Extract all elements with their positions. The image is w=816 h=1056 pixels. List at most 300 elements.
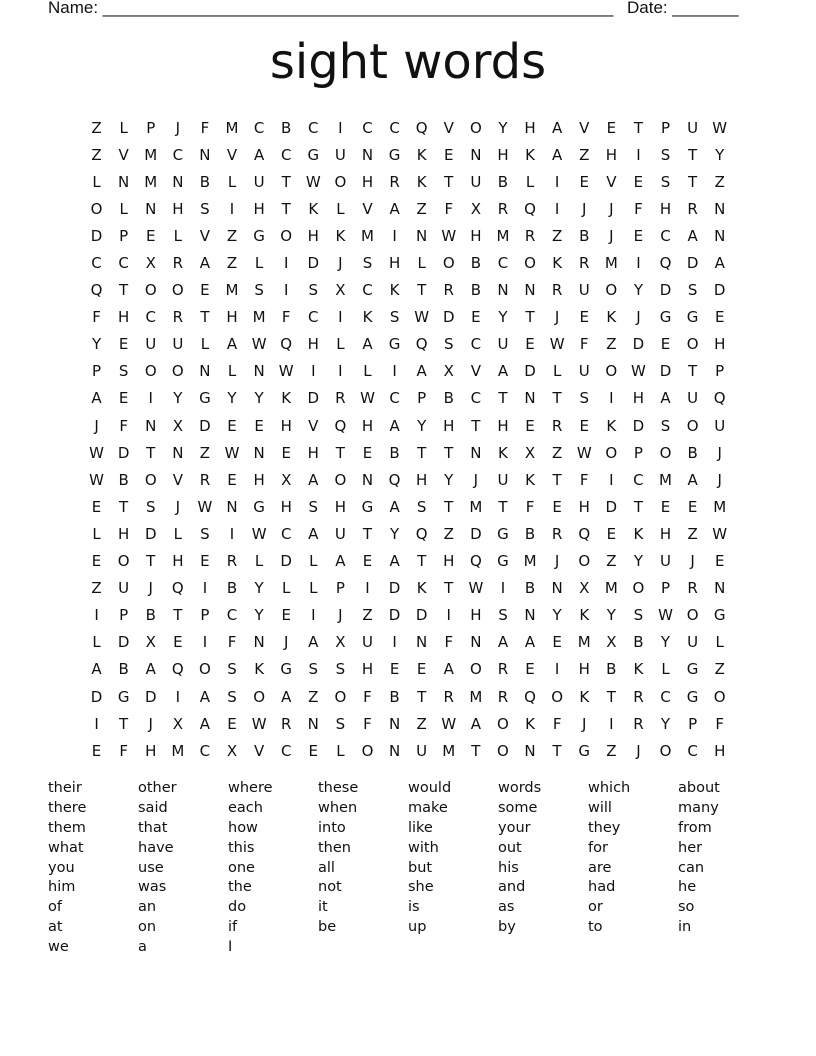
grid-letter[interactable]: E xyxy=(362,443,373,462)
grid-letter[interactable]: Q xyxy=(171,660,184,679)
grid-letter[interactable]: L xyxy=(309,579,318,598)
grid-letter[interactable]: M xyxy=(496,226,510,245)
grid-letter[interactable]: B xyxy=(633,633,644,652)
grid-letter[interactable]: N xyxy=(118,172,130,191)
grid-letter[interactable]: Y xyxy=(498,308,508,327)
grid-letter[interactable]: N xyxy=(226,497,238,516)
grid-letter[interactable]: L xyxy=(119,118,128,137)
grid-letter[interactable]: A xyxy=(199,254,211,273)
grid-letter[interactable]: R xyxy=(551,416,563,435)
grid-letter[interactable]: D xyxy=(307,254,320,273)
grid-letter[interactable]: X xyxy=(172,714,183,733)
grid-letter[interactable]: L xyxy=(336,741,345,760)
grid-letter[interactable]: I xyxy=(283,254,289,273)
grid-letter[interactable]: D xyxy=(632,335,645,354)
grid-letter[interactable]: H xyxy=(578,497,590,516)
grid-letter[interactable]: Y xyxy=(227,389,237,408)
grid-letter[interactable]: E xyxy=(173,633,183,652)
grid-letter[interactable]: E xyxy=(579,308,589,327)
grid-letter[interactable]: S xyxy=(498,606,508,625)
grid-letter[interactable]: A xyxy=(226,335,238,354)
grid-letter[interactable]: E xyxy=(525,660,535,679)
grid-letter[interactable]: H xyxy=(443,416,455,435)
grid-letter[interactable]: T xyxy=(335,443,345,462)
grid-letter[interactable]: K xyxy=(335,226,346,245)
grid-letter[interactable]: F xyxy=(579,335,589,354)
grid-letter[interactable]: B xyxy=(145,606,156,625)
grid-letter[interactable]: H xyxy=(334,497,347,516)
grid-letter[interactable]: E xyxy=(227,416,237,435)
grid-letter[interactable]: L xyxy=(552,362,562,381)
grid-letter[interactable]: S xyxy=(200,524,210,543)
grid-letter[interactable]: K xyxy=(606,308,617,327)
grid-letter[interactable]: I xyxy=(609,470,614,489)
grid-letter[interactable]: N xyxy=(714,579,726,598)
grid-letter[interactable]: S xyxy=(389,308,400,327)
grid-letter[interactable]: I xyxy=(554,199,560,218)
grid-letter[interactable]: S xyxy=(118,362,129,381)
grid-letter[interactable]: R xyxy=(199,470,211,489)
grid-letter[interactable]: A xyxy=(497,633,509,652)
grid-letter[interactable]: I xyxy=(392,633,397,652)
grid-letter[interactable]: J xyxy=(338,606,343,625)
grid-letter[interactable]: N xyxy=(416,226,428,245)
grid-letter[interactable]: S xyxy=(145,497,156,516)
grid-letter[interactable]: A xyxy=(552,145,563,164)
grid-letter[interactable]: H xyxy=(172,552,184,571)
grid-letter[interactable]: M xyxy=(604,579,618,598)
grid-letter[interactable]: O xyxy=(334,172,347,191)
grid-letter[interactable]: C xyxy=(389,389,400,408)
grid-letter[interactable]: R xyxy=(633,687,644,706)
grid-letter[interactable]: A xyxy=(91,660,102,679)
grid-letter[interactable]: J xyxy=(717,443,722,462)
grid-letter[interactable]: W xyxy=(549,335,565,354)
grid-letter[interactable]: E xyxy=(227,714,237,733)
grid-letter[interactable]: A xyxy=(687,470,698,489)
grid-letter[interactable]: W xyxy=(89,443,104,462)
grid-letter[interactable]: P xyxy=(660,118,671,137)
grid-letter[interactable]: F xyxy=(579,470,589,489)
grid-letter[interactable]: E xyxy=(687,497,698,516)
grid-letter[interactable]: E xyxy=(525,335,535,354)
grid-letter[interactable]: D xyxy=(659,281,672,300)
grid-letter[interactable]: A xyxy=(308,524,319,543)
grid-letter[interactable]: B xyxy=(226,579,238,598)
grid-letter[interactable]: O xyxy=(497,741,509,760)
grid-letter[interactable]: X xyxy=(145,633,156,652)
grid-letter[interactable]: O xyxy=(90,199,103,218)
grid-letter[interactable]: D xyxy=(632,416,645,435)
grid-letter[interactable]: Z xyxy=(362,606,373,625)
grid-letter[interactable]: F xyxy=(200,118,210,137)
grid-letter[interactable]: Y xyxy=(417,416,427,435)
grid-letter[interactable]: F xyxy=(715,714,725,733)
grid-letter[interactable]: R xyxy=(172,308,184,327)
grid-letter[interactable]: A xyxy=(389,552,400,571)
grid-letter[interactable]: L xyxy=(227,362,237,381)
grid-letter[interactable]: H xyxy=(524,118,536,137)
grid-letter[interactable]: L xyxy=(363,362,372,381)
grid-letter[interactable]: Q xyxy=(415,524,428,543)
grid-letter[interactable]: Y xyxy=(254,389,264,408)
grid-letter[interactable]: D xyxy=(659,362,672,381)
grid-letter[interactable]: T xyxy=(552,741,562,760)
grid-letter[interactable]: G xyxy=(280,660,293,679)
grid-letter[interactable]: L xyxy=(92,633,101,652)
grid-letter[interactable]: V xyxy=(199,226,211,245)
grid-letter[interactable]: N xyxy=(470,145,482,164)
grid-letter[interactable]: B xyxy=(470,281,481,300)
grid-letter[interactable]: L xyxy=(173,524,182,543)
grid-letter[interactable]: O xyxy=(578,552,591,571)
grid-letter[interactable]: L xyxy=(92,524,101,543)
grid-letter[interactable]: X xyxy=(172,416,183,435)
grid-letter[interactable]: Q xyxy=(280,335,293,354)
grid-letter[interactable]: M xyxy=(144,172,158,191)
grid-letter[interactable]: K xyxy=(579,687,590,706)
grid-letter[interactable]: H xyxy=(361,660,374,679)
grid-letter[interactable]: I xyxy=(554,172,560,191)
grid-letter[interactable]: E xyxy=(281,443,291,462)
grid-letter[interactable]: E xyxy=(714,308,725,327)
grid-letter[interactable]: P xyxy=(633,443,643,462)
grid-letter[interactable]: W xyxy=(305,172,321,191)
grid-letter[interactable]: S xyxy=(660,145,671,164)
grid-letter[interactable]: R xyxy=(280,714,292,733)
grid-letter[interactable]: P xyxy=(688,714,698,733)
grid-letter[interactable]: T xyxy=(498,389,508,408)
grid-letter[interactable]: K xyxy=(525,145,535,164)
grid-letter[interactable]: T xyxy=(688,172,698,191)
grid-letter[interactable]: K xyxy=(416,172,427,191)
grid-letter[interactable]: I xyxy=(283,281,289,300)
grid-letter[interactable]: X xyxy=(335,633,346,652)
grid-letter[interactable]: D xyxy=(605,497,618,516)
grid-letter[interactable]: V xyxy=(579,118,590,137)
grid-letter[interactable]: M xyxy=(225,118,239,137)
grid-letter[interactable]: I xyxy=(338,362,343,381)
grid-letter[interactable]: Q xyxy=(713,389,726,408)
grid-letter[interactable]: C xyxy=(687,741,698,760)
grid-letter[interactable]: T xyxy=(444,579,454,598)
grid-letter[interactable]: Y xyxy=(498,118,508,137)
grid-letter[interactable]: C xyxy=(91,254,102,273)
grid-letter[interactable]: N xyxy=(199,362,211,381)
grid-letter[interactable]: O xyxy=(686,416,699,435)
grid-letter[interactable]: M xyxy=(171,741,185,760)
grid-letter[interactable]: L xyxy=(200,335,210,354)
grid-letter[interactable]: J xyxy=(283,633,289,652)
grid-letter[interactable]: R xyxy=(443,687,454,706)
grid-letter[interactable]: G xyxy=(388,335,401,354)
grid-letter[interactable]: B xyxy=(118,660,129,679)
grid-letter[interactable]: O xyxy=(171,362,184,381)
grid-letter[interactable]: E xyxy=(660,497,671,516)
grid-letter[interactable]: I xyxy=(202,579,208,598)
grid-letter[interactable]: C xyxy=(362,281,373,300)
grid-letter[interactable]: B xyxy=(199,172,211,191)
grid-letter[interactable]: R xyxy=(497,687,509,706)
grid-letter[interactable]: T xyxy=(444,497,454,516)
grid-letter[interactable]: F xyxy=(119,416,128,435)
grid-letter[interactable]: G xyxy=(199,389,211,408)
grid-letter[interactable]: Z xyxy=(199,443,211,462)
grid-letter[interactable]: O xyxy=(632,579,645,598)
grid-letter[interactable]: E xyxy=(200,281,210,300)
grid-letter[interactable]: X xyxy=(145,254,156,273)
grid-letter[interactable]: O xyxy=(497,714,509,733)
grid-letter[interactable]: M xyxy=(225,281,239,300)
grid-letter[interactable]: E xyxy=(227,470,237,489)
grid-letter[interactable]: Q xyxy=(659,254,672,273)
grid-letter[interactable]: N xyxy=(388,714,401,733)
grid-letter[interactable]: S xyxy=(254,281,264,300)
grid-letter[interactable]: D xyxy=(470,524,482,543)
grid-letter[interactable]: S xyxy=(227,660,237,679)
grid-letter[interactable]: J xyxy=(582,714,587,733)
grid-letter[interactable]: P xyxy=(119,226,129,245)
grid-letter[interactable]: O xyxy=(199,660,211,679)
grid-letter[interactable]: T xyxy=(688,362,698,381)
grid-letter[interactable]: D xyxy=(90,226,103,245)
grid-letter[interactable]: Z xyxy=(416,714,427,733)
grid-letter[interactable]: S xyxy=(308,497,319,516)
grid-letter[interactable]: C xyxy=(280,145,292,164)
grid-letter[interactable]: B xyxy=(497,172,509,191)
grid-letter[interactable]: U xyxy=(687,633,699,652)
grid-letter[interactable]: Z xyxy=(579,145,590,164)
grid-letter[interactable]: E xyxy=(606,524,617,543)
grid-letter[interactable]: O xyxy=(171,281,184,300)
grid-letter[interactable]: I xyxy=(338,118,343,137)
grid-letter[interactable]: S xyxy=(579,389,589,408)
grid-letter[interactable]: A xyxy=(497,362,509,381)
grid-letter[interactable]: W xyxy=(712,524,728,543)
grid-letter[interactable]: I xyxy=(94,606,99,625)
grid-letter[interactable]: J xyxy=(175,497,181,516)
grid-letter[interactable]: T xyxy=(633,118,643,137)
grid-letter[interactable]: J xyxy=(717,470,722,489)
grid-letter[interactable]: R xyxy=(497,660,509,679)
grid-letter[interactable]: S xyxy=(335,660,346,679)
grid-letter[interactable]: M xyxy=(713,497,727,516)
grid-letter[interactable]: C xyxy=(226,606,238,625)
grid-letter[interactable]: N xyxy=(145,416,157,435)
grid-letter[interactable]: B xyxy=(524,579,536,598)
grid-letter[interactable]: D xyxy=(117,633,130,652)
grid-letter[interactable]: A xyxy=(416,362,427,381)
grid-letter[interactable]: G xyxy=(497,524,509,543)
grid-letter[interactable]: N xyxy=(524,741,536,760)
grid-letter[interactable]: N xyxy=(524,606,536,625)
grid-letter[interactable]: T xyxy=(444,172,454,191)
grid-letter[interactable]: T xyxy=(471,416,481,435)
grid-letter[interactable]: W xyxy=(224,443,240,462)
grid-letter[interactable]: J xyxy=(473,470,479,489)
grid-letter[interactable]: H xyxy=(118,524,130,543)
grid-letter[interactable]: K xyxy=(308,199,319,218)
grid-letter[interactable]: H xyxy=(361,416,374,435)
grid-letter[interactable]: L xyxy=(173,226,182,245)
grid-letter[interactable]: T xyxy=(633,497,643,516)
grid-letter[interactable]: T xyxy=(498,497,508,516)
grid-letter[interactable]: R xyxy=(687,199,698,218)
grid-letter[interactable]: T xyxy=(471,741,481,760)
grid-letter[interactable]: O xyxy=(117,552,130,571)
grid-letter[interactable]: H xyxy=(307,226,319,245)
grid-letter[interactable]: K xyxy=(416,145,427,164)
grid-letter[interactable]: W xyxy=(251,524,267,543)
grid-letter[interactable]: I xyxy=(554,660,560,679)
grid-letter[interactable]: O xyxy=(713,687,726,706)
grid-letter[interactable]: U xyxy=(497,335,509,354)
grid-letter[interactable]: L xyxy=(92,172,101,191)
grid-letter[interactable]: D xyxy=(144,687,157,706)
grid-letter[interactable]: H xyxy=(388,254,401,273)
grid-letter[interactable]: A xyxy=(660,389,671,408)
grid-letter[interactable]: J xyxy=(636,741,641,760)
grid-letter[interactable]: M xyxy=(469,687,483,706)
grid-letter[interactable]: O xyxy=(334,687,347,706)
grid-letter[interactable]: M xyxy=(659,470,672,489)
grid-letter[interactable]: E xyxy=(200,552,210,571)
grid-letter[interactable]: A xyxy=(281,687,292,706)
grid-letter[interactable]: I xyxy=(392,226,397,245)
grid-letter[interactable]: I xyxy=(609,389,614,408)
grid-letter[interactable]: U xyxy=(416,741,428,760)
grid-letter[interactable]: L xyxy=(336,335,345,354)
grid-letter[interactable]: U xyxy=(470,172,482,191)
grid-letter[interactable]: H xyxy=(307,443,319,462)
grid-letter[interactable]: T xyxy=(417,281,427,300)
grid-letter[interactable]: Z xyxy=(552,443,563,462)
grid-letter[interactable]: R xyxy=(633,714,644,733)
grid-letter[interactable]: P xyxy=(119,606,129,625)
grid-letter[interactable]: D xyxy=(199,416,211,435)
grid-letter[interactable]: D xyxy=(90,687,103,706)
grid-letter[interactable]: O xyxy=(551,687,564,706)
grid-letter[interactable]: N xyxy=(199,145,211,164)
grid-letter[interactable]: H xyxy=(226,308,238,327)
grid-letter[interactable]: H xyxy=(497,416,509,435)
grid-letter[interactable]: R xyxy=(172,254,184,273)
grid-letter[interactable]: O xyxy=(442,254,455,273)
grid-letter[interactable]: L xyxy=(119,199,128,218)
grid-letter[interactable]: Z xyxy=(91,118,102,137)
grid-letter[interactable]: F xyxy=(634,199,643,218)
grid-letter[interactable]: V xyxy=(253,741,265,760)
grid-letter[interactable]: C xyxy=(470,389,482,408)
grid-letter[interactable]: E xyxy=(416,660,427,679)
grid-letter[interactable]: E xyxy=(118,335,129,354)
grid-letter[interactable]: W xyxy=(414,308,430,327)
grid-letter[interactable]: W xyxy=(89,470,104,489)
grid-letter[interactable]: O xyxy=(144,470,157,489)
grid-letter[interactable]: O xyxy=(253,687,266,706)
grid-letter[interactable]: U xyxy=(118,579,130,598)
grid-letter[interactable]: X xyxy=(443,362,454,381)
grid-letter[interactable]: T xyxy=(281,172,291,191)
grid-letter[interactable]: E xyxy=(308,741,319,760)
grid-letter[interactable]: V xyxy=(308,416,319,435)
grid-letter[interactable]: M xyxy=(577,633,591,652)
grid-letter[interactable]: C xyxy=(172,145,184,164)
grid-letter[interactable]: H xyxy=(659,524,672,543)
grid-letter[interactable]: T xyxy=(146,552,156,571)
grid-letter[interactable]: H xyxy=(470,226,482,245)
grid-letter[interactable]: T xyxy=(417,443,427,462)
grid-letter[interactable]: C xyxy=(660,226,671,245)
grid-letter[interactable]: Q xyxy=(415,335,428,354)
grid-letter[interactable]: Q xyxy=(171,579,184,598)
grid-letter[interactable]: B xyxy=(389,687,400,706)
grid-letter[interactable]: Y xyxy=(606,606,616,625)
grid-letter[interactable]: E xyxy=(714,552,725,571)
grid-letter[interactable]: Y xyxy=(254,606,264,625)
grid-letter[interactable]: C xyxy=(660,687,671,706)
grid-letter[interactable]: A xyxy=(199,687,211,706)
grid-letter[interactable]: I xyxy=(311,362,316,381)
grid-letter[interactable]: Z xyxy=(91,579,102,598)
grid-letter[interactable]: K xyxy=(579,606,590,625)
grid-letter[interactable]: B xyxy=(281,118,292,137)
grid-letter[interactable]: J xyxy=(554,552,560,571)
grid-letter[interactable]: F xyxy=(444,633,454,652)
grid-letter[interactable]: F xyxy=(281,308,291,327)
grid-letter[interactable]: Q xyxy=(90,281,103,300)
grid-letter[interactable]: Z xyxy=(552,226,563,245)
grid-letter[interactable]: X xyxy=(226,741,238,760)
grid-letter[interactable]: T xyxy=(444,443,454,462)
grid-letter[interactable]: Y xyxy=(91,335,102,354)
grid-letter[interactable]: U xyxy=(687,389,699,408)
grid-letter[interactable]: S xyxy=(308,660,319,679)
grid-letter[interactable]: V xyxy=(443,118,454,137)
grid-letter[interactable]: G xyxy=(361,497,374,516)
grid-letter[interactable]: H xyxy=(632,389,645,408)
grid-letter[interactable]: Z xyxy=(714,172,725,191)
grid-letter[interactable]: B xyxy=(470,254,481,273)
grid-letter[interactable]: R xyxy=(443,281,454,300)
grid-letter[interactable]: I xyxy=(94,714,99,733)
grid-letter[interactable]: H xyxy=(253,199,265,218)
grid-letter[interactable]: R xyxy=(335,389,346,408)
grid-letter[interactable]: K xyxy=(525,714,535,733)
grid-letter[interactable]: S xyxy=(660,172,671,191)
grid-letter[interactable]: A xyxy=(335,552,346,571)
grid-letter[interactable]: F xyxy=(525,497,535,516)
grid-letter[interactable]: M xyxy=(144,145,158,164)
grid-letter[interactable]: U xyxy=(145,335,157,354)
grid-letter[interactable]: J xyxy=(609,199,614,218)
grid-letter[interactable]: W xyxy=(251,335,267,354)
grid-letter[interactable]: A xyxy=(362,335,373,354)
grid-letter[interactable]: X xyxy=(470,199,481,218)
grid-letter[interactable]: N xyxy=(307,714,319,733)
grid-letter[interactable]: T xyxy=(119,281,129,300)
grid-letter[interactable]: Z xyxy=(91,145,102,164)
grid-letter[interactable]: A xyxy=(524,633,536,652)
grid-letter[interactable]: Y xyxy=(633,281,643,300)
grid-letter[interactable]: B xyxy=(389,443,400,462)
grid-letter[interactable]: C xyxy=(362,118,373,137)
grid-letter[interactable]: W xyxy=(576,443,592,462)
grid-letter[interactable]: B xyxy=(579,226,590,245)
grid-letter[interactable]: H xyxy=(307,335,319,354)
grid-letter[interactable]: C xyxy=(280,524,292,543)
grid-letter[interactable]: Y xyxy=(552,606,562,625)
